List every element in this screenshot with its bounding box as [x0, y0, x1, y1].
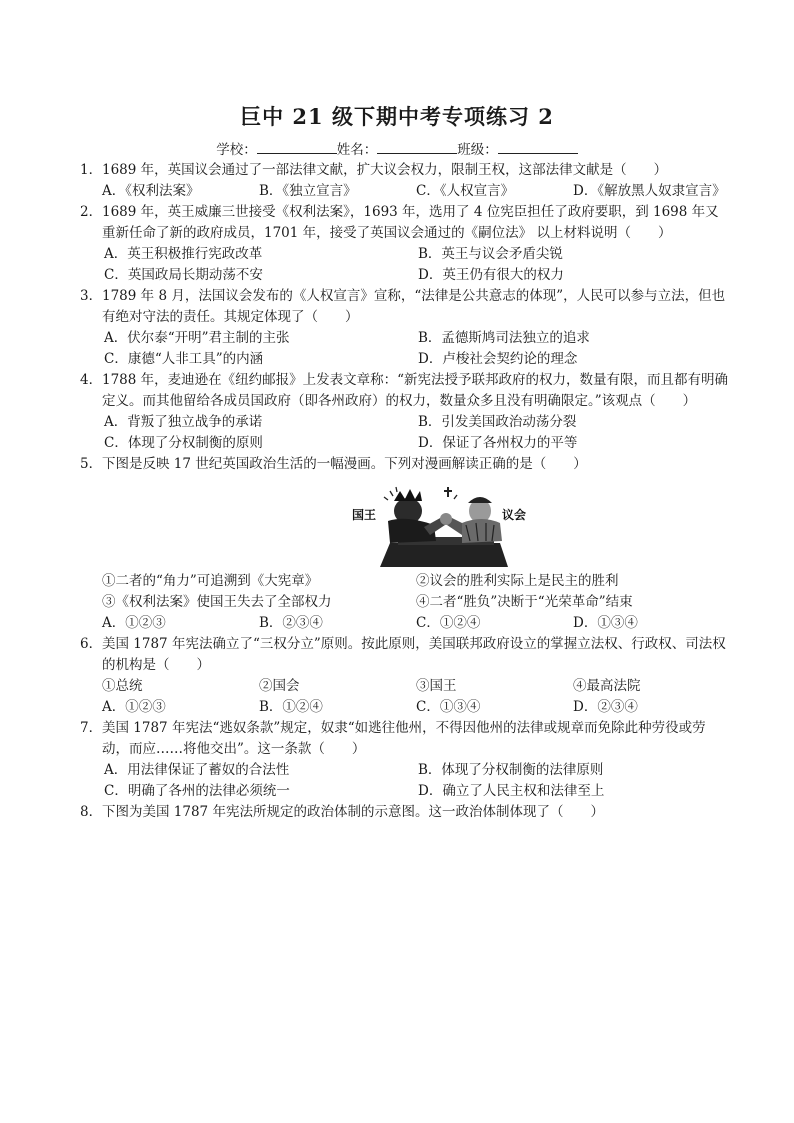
cartoon-figure: [102, 475, 730, 571]
option-a: A．背叛了独立战争的承诺: [104, 414, 263, 430]
statement-2: ②议会的胜利实际上是民主的胜利: [416, 573, 619, 589]
options-grid: [102, 760, 730, 802]
class-label: 班级：: [457, 142, 498, 158]
name-label: 姓名：: [336, 142, 378, 158]
options-grid: [102, 244, 730, 286]
option-b: B．《独立宣言》: [259, 183, 357, 199]
option-d: D．确立了人民主权和法律至上: [418, 783, 605, 799]
option-d: D．《解放黑人奴隶宣言》: [573, 183, 726, 199]
question-number: 3．: [80, 288, 103, 304]
question-number: 1．: [80, 162, 103, 178]
question-stem: 1689 年，英王威廉三世接受《权利法案》，1693 年，选用了 4 位宪臣担任了政府要职，到 1698 年又重新任命了新的政府成员，1701 年，接受了英国议会通过的《嗣位法》 以上材料说明（ ）: [102, 204, 719, 241]
statement-4: ④最高法院: [573, 678, 641, 694]
question-stem: 1788 年，麦迪逊在《纽约邮报》上发表文章称：“新宪法授予联邦政府的权力，数量有限，而且都有明确定义。而其他留给各成员国政府（即各州政府）的权力，数量众多且没有明确限定。”该观点（ ）: [102, 372, 729, 409]
option-d: D．保证了各州权力的平等: [418, 435, 578, 451]
statement-2: ②国会: [259, 678, 300, 694]
question-number: 8．: [80, 804, 103, 820]
statements-row: [102, 676, 730, 697]
question-4: [80, 370, 730, 454]
option-a: A．英王积极推行宪政改革: [104, 246, 263, 262]
option-c: C．①③④: [416, 699, 481, 715]
option-c: C．明确了各州的法律必须统一: [104, 783, 290, 799]
options-row: [102, 697, 730, 718]
student-info-line: [0, 138, 794, 158]
option-b: B．①②④: [259, 699, 323, 715]
question-number: 4．: [80, 372, 103, 388]
option-c: C．体现了分权制衡的原则: [104, 435, 263, 451]
options-grid: [102, 412, 730, 454]
question-number: 5．: [80, 456, 103, 472]
option-d: D．②③④: [573, 699, 638, 715]
option-b: B．体现了分权制衡的法律原则: [418, 762, 604, 778]
statements-row: [102, 592, 730, 613]
option-a: A．①②③: [102, 699, 166, 715]
statement-3: ③《权利法案》使国王失去了全部权力: [102, 594, 332, 610]
option-a: A．①②③: [102, 615, 166, 631]
option-a: A．《权利法案》: [102, 183, 200, 199]
parliament-label: 议会: [502, 508, 527, 522]
option-d: D．卢梭社会契约论的理念: [418, 351, 578, 367]
question-3: [80, 286, 730, 370]
question-stem: 美国 1787 年宪法确立了“三权分立”原则。按此原则，美国联邦政府设立的掌握立法权、行政权、司法权的机构是（ ）: [102, 636, 726, 673]
question-7: [80, 718, 730, 802]
name-blank: [377, 141, 457, 154]
question-stem: 1689 年，英国议会通过了一部法律文献，扩大议会权力，限制王权，这部法律文献是（ ）: [102, 162, 668, 178]
question-stem: 1789 年 8 月，法国议会发布的《人权宣言》宣称，“法律是公共意志的体现”，人民可以参与立法，但也有绝对守法的责任。其规定体现了（ ）: [102, 288, 726, 325]
option-a: A．伏尔泰“开明”君主制的主张: [104, 330, 290, 346]
question-number: 6．: [80, 636, 103, 652]
king-label: 国王: [352, 508, 377, 522]
option-b: B．引发美国政治动荡分裂: [418, 414, 577, 430]
question-stem: 美国 1787 年宪法“逃奴条款”规定，奴隶“如逃往他州，不得因他州的法律或规章而免除此种劳役或劳动，而应……将他交出”。这一条款（ ）: [102, 720, 706, 757]
question-list: [80, 160, 730, 823]
statements-row: [102, 571, 730, 592]
question-1: [80, 160, 730, 202]
options-row: [102, 613, 730, 634]
option-b: B．英王与议会矛盾尖锐: [418, 246, 563, 262]
question-6: [80, 634, 730, 718]
statement-4: ④二者“胜负”决断于“光荣革命”结束: [416, 594, 633, 610]
question-5: [80, 454, 730, 634]
options-row: [102, 181, 730, 202]
question-stem: 下图是反映 17 世纪英国政治生活的一幅漫画。下列对漫画解读正确的是（ ）: [102, 456, 587, 472]
question-8: [80, 802, 730, 823]
question-2: [80, 202, 730, 286]
options-grid: [102, 328, 730, 370]
school-label: 学校：: [216, 142, 257, 158]
option-b: B．②③④: [259, 615, 323, 631]
statement-3: ③国王: [416, 678, 457, 694]
option-b: B．孟德斯鸠司法独立的追求: [418, 330, 590, 346]
statement-1: ①总统: [102, 678, 143, 694]
option-c: C．①②④: [416, 615, 481, 631]
statement-1: ①二者的“角力”可追溯到《大宪章》: [102, 573, 319, 589]
option-c: C．英国政局长期动荡不安: [104, 267, 263, 283]
school-blank: [257, 141, 337, 154]
question-number: 2．: [80, 204, 103, 220]
option-c: C．康德“人非工具”的内涵: [104, 351, 264, 367]
question-number: 7．: [80, 720, 103, 736]
option-a: A．用法律保证了蓄奴的合法性: [104, 762, 290, 778]
option-d: D．英王仍有很大的权力: [418, 267, 564, 283]
page-title: 巨中 21 级下期中考专项练习 2: [240, 104, 554, 129]
class-blank: [498, 141, 578, 154]
question-stem: 下图为美国 1787 年宪法所规定的政治体制的示意图。这一政治体制体现了（ ）: [102, 804, 604, 820]
option-c: C．《人权宣言》: [416, 183, 515, 199]
king-parliament-arm-wrestling-cartoon: [350, 481, 532, 567]
option-d: D．①③④: [573, 615, 638, 631]
